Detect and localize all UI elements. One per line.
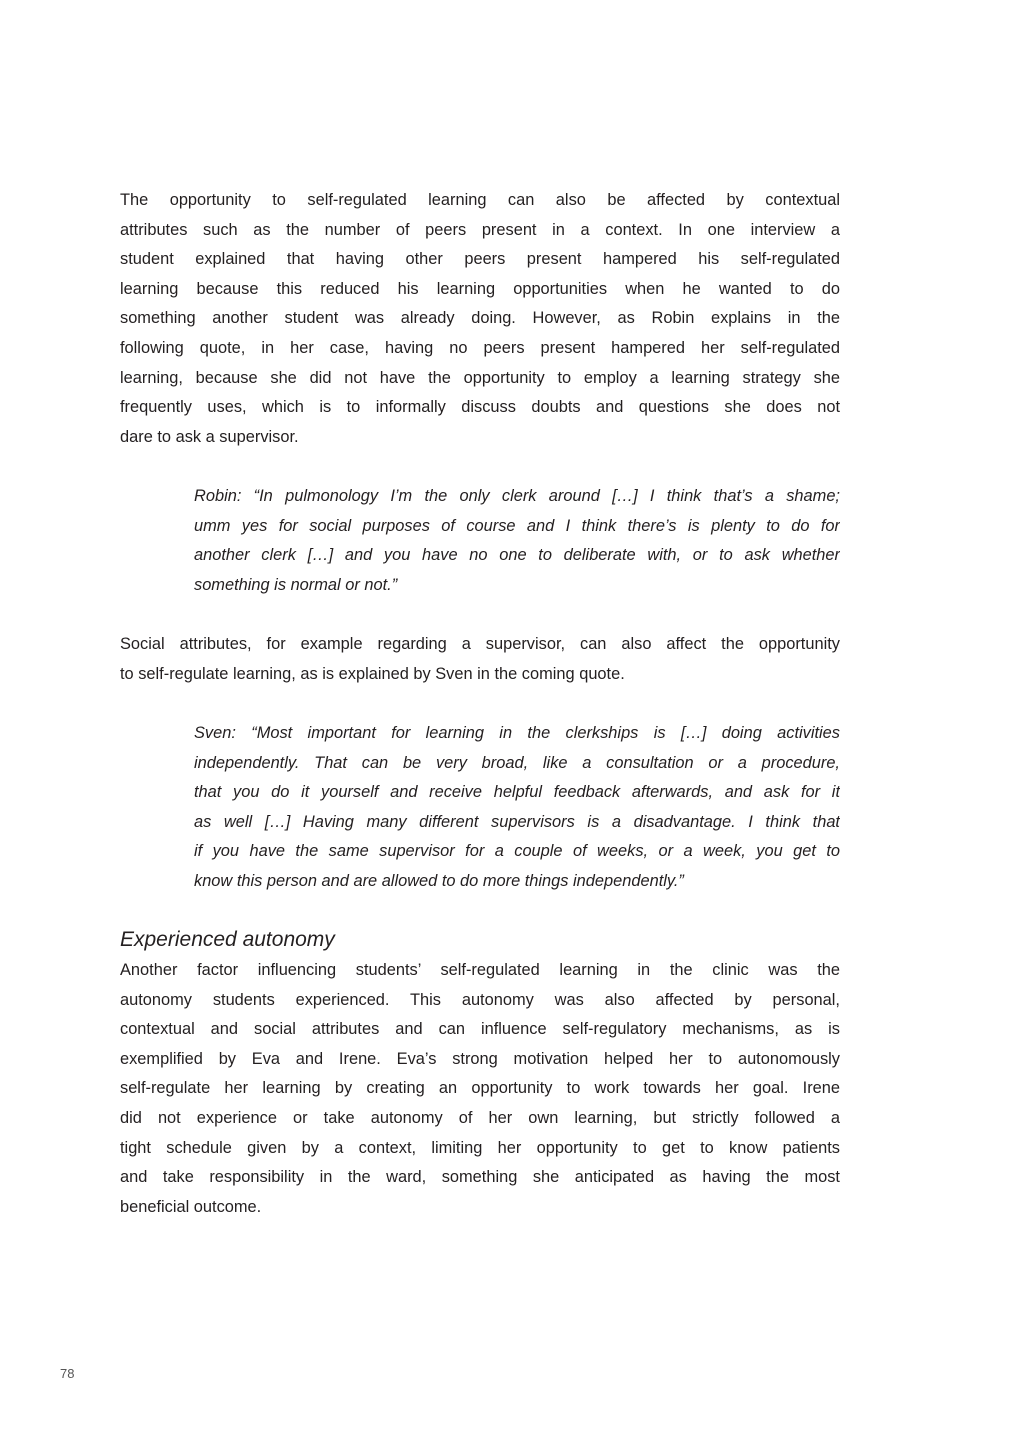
text-line: student explained that having other peers present hampered his self-regulated xyxy=(120,250,840,269)
text-line: attributes such as the number of peers present in a context. In one interview a xyxy=(120,220,840,239)
text-line: umm yes for social purposes of course and I think there’s is plenty to do for xyxy=(194,516,840,535)
text-line: if you have the same supervisor for a couple of weeks, or a week, you get to xyxy=(194,842,840,861)
text-line: as well […] Having many different supervisors is a disadvantage. I think that xyxy=(194,812,840,831)
text-line: exemplified by Eva and Irene. Eva’s strong motivation helped her to autonomously xyxy=(120,1049,840,1068)
text-line: independently. That can be very broad, like a consultation or a procedure, xyxy=(194,753,840,772)
text-line: learning because this reduced his learning opportunities when he wanted to do xyxy=(120,279,840,298)
text-line: tight schedule given by a context, limiting her opportunity to get to know patients xyxy=(120,1138,840,1157)
text-line: something another student was already doing. However, as Robin explains in the xyxy=(120,309,840,328)
text-line: Robin: “In pulmonology I’m the only clerk around […] I think that’s a shame; xyxy=(194,487,840,505)
text-line: that you do it yourself and receive helpful feedback afterwards, and ask for it xyxy=(194,783,840,802)
text-line: beneficial outcome. xyxy=(120,1197,262,1216)
text-line: contextual and social attributes and can influence self-regulatory mechanisms, as is xyxy=(120,1020,840,1039)
text-line: and take responsibility in the ward, something she anticipated as having the most xyxy=(120,1168,840,1187)
text-line: Another factor influencing students’ self-regulated learning in the clinic was the xyxy=(120,961,840,979)
text-line: Sven: “Most important for learning in the clerkships is […] doing activities xyxy=(194,724,840,742)
text-line: another clerk […] and you have no one to deliberate with, or to ask whether xyxy=(194,546,840,565)
text-line: self-regulate her learning by creating an opportunity to work towards her goal. Irene xyxy=(120,1079,840,1098)
text-line: The opportunity to self-regulated learning can also be affected by contextual xyxy=(120,191,840,209)
text-line: frequently uses, which is to informally discuss doubts and questions she does not xyxy=(120,398,840,417)
text-line: to self-regulate learning, as is explained by Sven in the coming quote. xyxy=(120,664,625,683)
paragraph-social-attributes xyxy=(120,630,840,689)
text-line: did not experience or take autonomy of her own learning, but strictly followed a xyxy=(120,1108,840,1127)
quote-sven xyxy=(194,719,840,897)
text-line: dare to ask a supervisor. xyxy=(120,427,299,446)
page-number: 78 xyxy=(60,1366,75,1381)
text-line: following quote, in her case, having no peers present hampered her self-regulated xyxy=(120,338,840,357)
text-line: something is normal or not.” xyxy=(194,575,398,594)
text-line: learning, because she did not have the opportunity to employ a learning strategy she xyxy=(120,368,840,387)
paragraph-contextual-attributes xyxy=(120,186,840,452)
text-line: autonomy students experienced. This autonomy was also affected by personal, xyxy=(120,990,840,1009)
paragraph-autonomy xyxy=(120,956,840,1222)
quote-robin xyxy=(194,482,840,600)
text-line: know this person and are allowed to do more things independently.” xyxy=(194,871,684,890)
text-line: Social attributes, for example regarding a supervisor, can also affect the opportunity xyxy=(120,635,840,653)
section-heading: Experienced autonomy xyxy=(120,928,335,951)
